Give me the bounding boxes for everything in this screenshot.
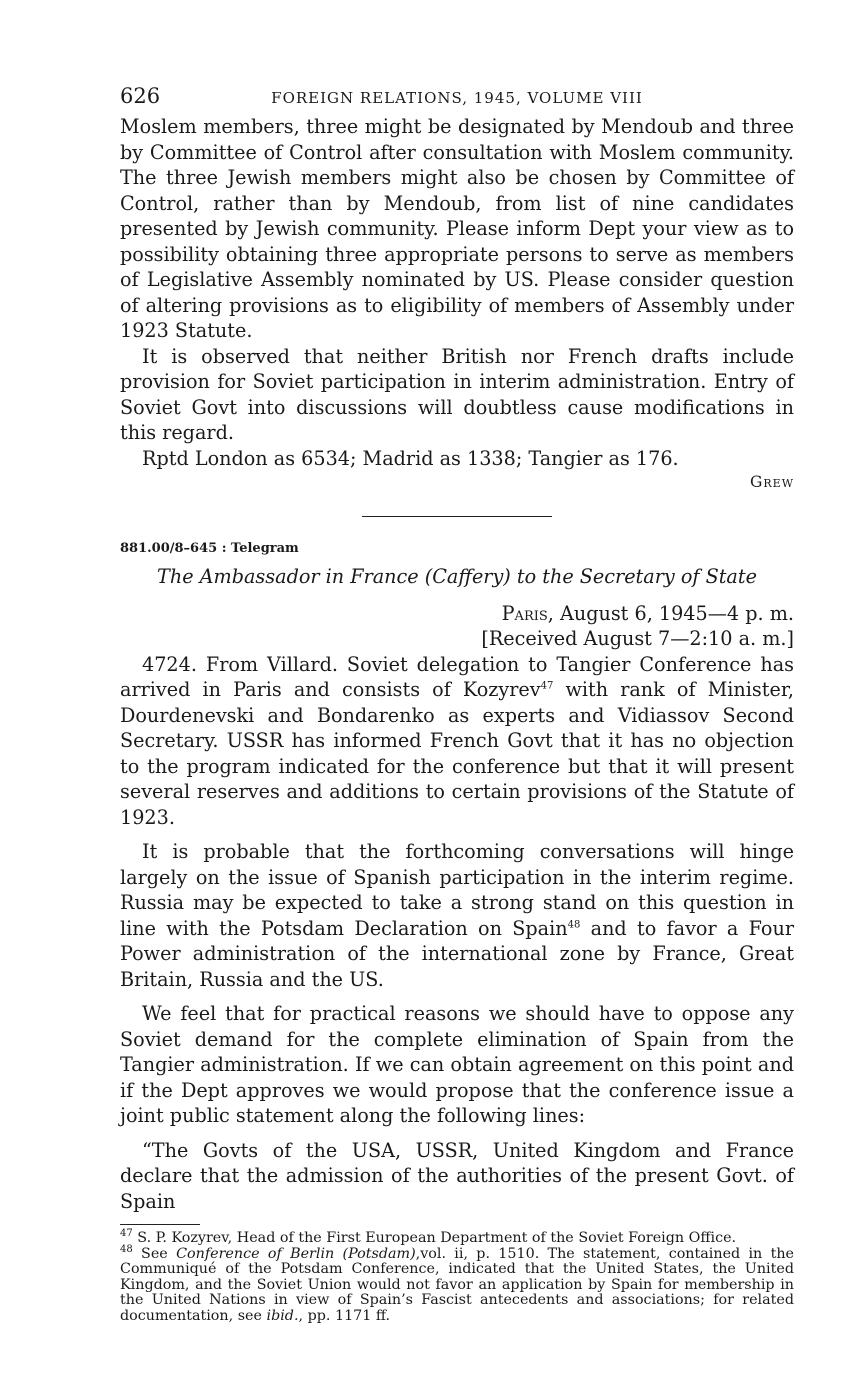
paragraph-gap <box>120 992 794 1001</box>
page-header <box>120 84 794 114</box>
document-title: The Ambassador in France (Caffery) to the Secretary of State <box>157 565 757 588</box>
footnote <box>120 1243 794 1325</box>
page-number: 626 <box>120 84 161 108</box>
dateline-place: Paris <box>501 601 548 625</box>
footnote-text: ,vol. ii, p. 1510. The statement, contained in the Communiqué of the Potsdam Conference, indicated that the United States, the United Kingdom, and the Soviet Union would not favor an application by Spain for membership in the United Nations in view of Spain’s Fascist antecedents and associations; for related documentation, see <box>120 1245 794 1324</box>
footnote-text: , pp. 1171 ff. <box>298 1307 391 1324</box>
section-divider <box>362 516 552 517</box>
received-line: [Received August 7—2:10 a. m.] <box>481 627 794 650</box>
footnote-number: 47 <box>120 1228 133 1240</box>
body-paragraph: We feel that for practical reasons we should have to oppose any Soviet demand for the complete elimination of Spain from the Tangier administration. If we can obtain agreement on this point and if the Dept approves we would propose that the conference issue a joint public statement along the following lines: <box>120 1002 794 1127</box>
signature: Grew <box>750 473 794 491</box>
text-run: It is probable that the forthcoming conversations will hinge largely on the issue of Spanish participation in the interim regime. Russia may be expected to take a strong stand on this question in line with the Potsdam Declaration on Spain <box>120 840 794 940</box>
footnote-marker: 47 <box>540 680 554 692</box>
footnote-text: See <box>132 1245 177 1262</box>
dateline <box>120 601 794 627</box>
quoted-paragraph: “The Govts of the USA, USSR, United Kingdom and France declare that the admission of the authorities of the present Govt. of Spain <box>120 1138 794 1213</box>
body-paragraph: Rptd London as 6534; Madrid as 1338; Tangier as 176. <box>142 446 679 470</box>
footnote <box>120 1228 794 1247</box>
file-reference: 881.00/8–645 : Telegram <box>120 541 299 556</box>
running-head: FOREIGN RELATIONS, 1945, VOLUME VIII <box>271 89 643 107</box>
footnote-text: S. P. Kozyrev, Head of the First European Department of the Soviet Foreign Office. <box>132 1230 737 1246</box>
body-paragraph: It is observed that neither British nor French drafts include provision for Soviet participation in interim administration. Entry of Soviet Govt into discussions will doubtless cause modifications in this regard. <box>120 344 794 444</box>
body-paragraph <box>120 652 794 831</box>
dateline-date: , August 6, 1945—4 p. m. <box>547 601 794 625</box>
footnote-citation: ibid. <box>266 1307 299 1324</box>
footnote-rule <box>120 1224 200 1225</box>
body-paragraph <box>120 839 794 992</box>
text-run: with rank of Minister, Dourdenevski and Bondarenko as experts and Vidiassov Second Secretary. USSR has informed French Govt that it has no objection to the program indicated for the conference but that it will present several reserves and additions to certain provisions of the Statute of 1923. <box>120 678 794 829</box>
footnote-citation: Conference of Berlin (Potsdam) <box>176 1245 416 1262</box>
text-run: and to favor a Four Power administration of the international zone by France, Great Britain, Russia and the US. <box>120 916 794 991</box>
body-paragraph: Moslem members, three might be designated by Mendoub and three by Committee of Control after consultation with Moslem community. The three Jewish members might also be chosen by Committee of Control, rather than by Mendoub, from list of nine candidates presented by Jewish community. Please inform Dept your view as to possibility obtaining three appropriate persons to serve as members of Legislative Assembly nominated by US. Please consider question of altering provisions as to eligibility of members of Assembly under 1923 Statute. <box>120 115 794 342</box>
text-run: 4724. From Villard. Soviet delegation to Tangier Conference has arrived in Paris and consists of Kozyrev <box>120 652 794 701</box>
footnote-marker: 48 <box>567 919 581 931</box>
document-page <box>120 84 794 1324</box>
paragraph-gap <box>120 830 794 839</box>
paragraph-gap <box>120 1129 794 1138</box>
footnote-number: 48 <box>120 1243 133 1255</box>
